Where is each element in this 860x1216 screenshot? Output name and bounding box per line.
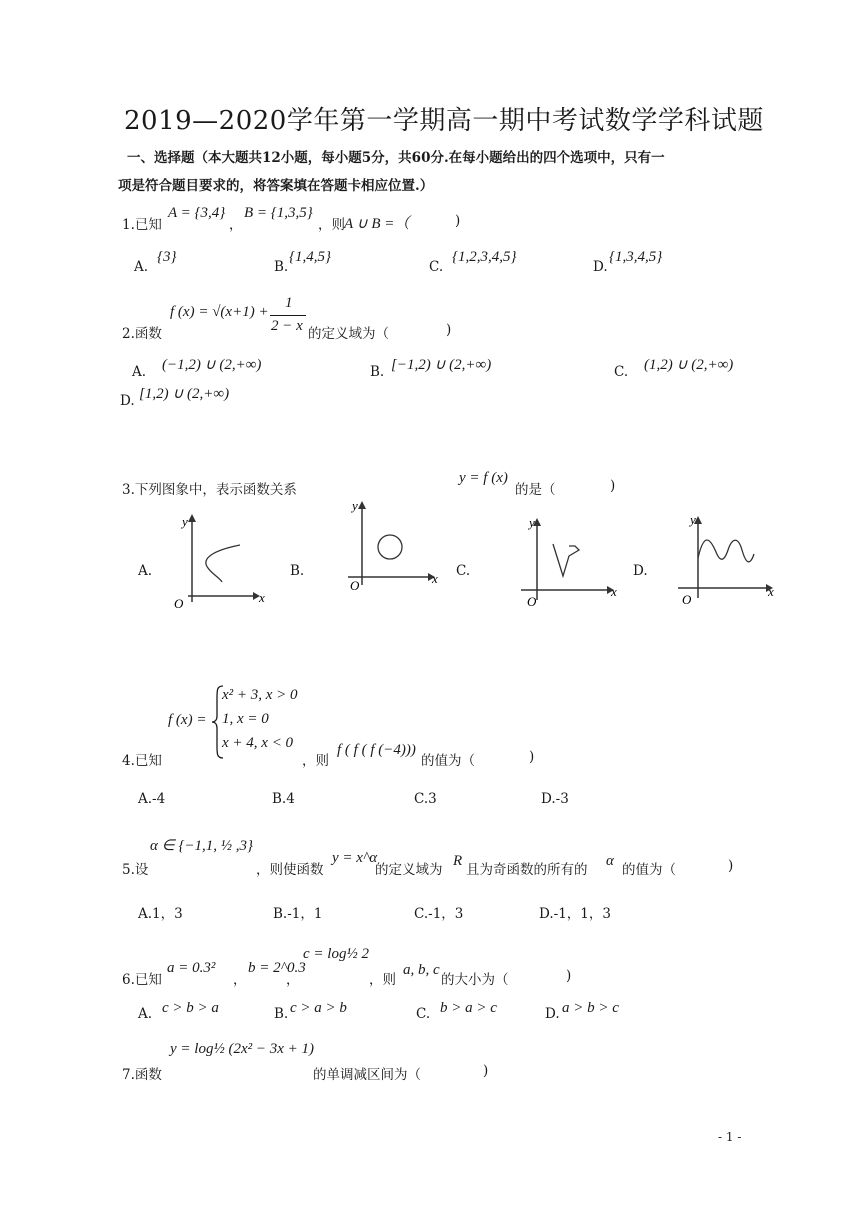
y-axis-label: y (690, 512, 696, 527)
q2-option-b-label: B. (370, 364, 385, 380)
origin-label: O (682, 592, 692, 607)
x-axis-label: x (768, 584, 774, 599)
graph-b-circle (378, 535, 402, 559)
q1-option-d-value: {1,3,4,5} (609, 249, 663, 265)
question-5-mid3: 且为奇函数的所有的 (466, 862, 588, 878)
question-1-set-b: B = {1,3,5} (244, 205, 313, 221)
question-4-suffix: 的值为（ (421, 753, 475, 769)
page-number: - 1 - (718, 1130, 742, 1144)
q6-option-d-label: D. (545, 1006, 560, 1022)
question-7-prefix: 7.函数 (122, 1067, 162, 1083)
question-2-close: ) (446, 322, 452, 338)
question-1-set-a: A = {3,4} (168, 205, 226, 221)
q1-option-b-value: {1,4,5} (289, 249, 331, 265)
q2-option-d-label: D. (120, 393, 135, 409)
question-6-a: a = 0.3² (167, 960, 216, 976)
q6-option-d-value: a > b > c (562, 1000, 619, 1016)
question-4-function: f (x) = (168, 712, 207, 728)
y-axis-label: y (529, 515, 535, 530)
q2-option-c-label: C. (614, 364, 629, 380)
q3-graph-c-label: C. (456, 563, 471, 579)
question-2-fraction-numerator: 1 (285, 295, 293, 311)
question-3-suffix: 的是（ (515, 482, 556, 498)
question-4-case-3: x + 4, x < 0 (222, 735, 294, 751)
graph-d-wave (698, 540, 754, 562)
question-1-prefix: 1.已知 (122, 217, 162, 233)
question-6-then: ，则 (369, 972, 396, 988)
q6-option-c-label: C. (416, 1006, 431, 1022)
question-5-close: ) (728, 858, 734, 874)
question-7-close: ) (483, 1063, 489, 1079)
section-header-line2: 项是符合题目要求的，将答案填在答题卡相应位置.） (118, 178, 434, 194)
question-6-comma-1: ， (233, 972, 247, 988)
q4-option-a: A.-4 (138, 791, 166, 807)
q5-option-c: C.-1，3 (414, 906, 464, 922)
q3-graph-a-label: A. (138, 563, 153, 579)
question-5-prefix: 5.设 (122, 862, 149, 878)
q6-option-c-value: b > a > c (440, 1000, 497, 1016)
q6-option-b-value: c > a > b (290, 1000, 347, 1016)
q5-option-b: B.-1，1 (273, 906, 323, 922)
question-6-b: b = 2^0.3 (248, 960, 306, 976)
graph-c-polyline (553, 544, 579, 576)
q6-option-a-value: c > b > a (162, 1000, 219, 1016)
origin-label: O (350, 578, 360, 593)
y-axis-arrow (358, 501, 366, 509)
q1-option-c-label: C. (429, 259, 444, 275)
section-header-line1: 一、选择题（本大题共12小题，每小题5分，共60分.在每小题给出的四个选项中，只有一 (127, 150, 665, 166)
question-6-close: ) (566, 968, 572, 984)
question-7-suffix: 的单调减区间为（ (313, 1067, 421, 1083)
q1-option-a-value: {3} (157, 249, 177, 265)
q1-option-a-label: A. (134, 259, 149, 275)
q3-graph-d-label: D. (633, 563, 648, 579)
question-2-suffix: 的定义域为（ (308, 326, 389, 342)
question-4-case-2: 1, x = 0 (222, 711, 269, 727)
question-6-suffix: 的大小为（ (441, 972, 509, 988)
q4-option-b: B.4 (272, 791, 295, 807)
question-3-close: ) (610, 478, 616, 494)
origin-label: O (174, 596, 184, 611)
x-axis-label: x (432, 571, 438, 586)
question-1-expression: A ∪ B =（ (344, 216, 410, 232)
question-5-R: R (453, 853, 463, 869)
q3-graph-d (676, 510, 781, 610)
question-4-then: ，则 (302, 753, 329, 769)
q2-option-a-label: A. (132, 364, 147, 380)
page-title: 2019—2020学年第一学期高一期中考试数学学科试题 (124, 106, 764, 136)
q2-option-b-value: [−1,2) ∪ (2,+∞) (391, 357, 492, 373)
x-axis-label: x (259, 590, 265, 605)
x-axis-label: x (611, 584, 617, 599)
question-6-comma-2: ， (286, 972, 300, 988)
q1-option-b-label: B. (274, 259, 289, 275)
q5-option-d: D.-1，1，3 (539, 906, 611, 922)
q3-graph-c (515, 510, 625, 615)
question-5-set: α ∈ {−1,1, ½ ,3} (150, 838, 254, 854)
question-5-mid1: ，则使函数 (256, 862, 324, 878)
question-2-fraction-bar (270, 315, 306, 316)
y-axis-label: y (352, 498, 358, 513)
question-3-expression: y = f (x) (459, 470, 508, 486)
q6-option-a-label: A. (138, 1006, 153, 1022)
q3-graph-a (160, 510, 275, 620)
question-5-alpha: α (606, 853, 614, 869)
question-7-function: y = log½ (2x² − 3x + 1) (170, 1041, 314, 1057)
question-6-prefix: 6.已知 (122, 972, 162, 988)
q1-option-d-label: D. (593, 259, 608, 275)
question-1-comma: ， (229, 217, 243, 233)
question-4-expression: f ( f ( f (−4))) (337, 742, 416, 758)
question-5-mid2: 的定义域为 (375, 862, 443, 878)
question-1-close: ) (455, 213, 461, 229)
q3-graph-b (340, 495, 450, 600)
q2-option-c-value: (1,2) ∪ (2,+∞) (644, 357, 734, 373)
origin-label: O (527, 594, 537, 609)
question-2-prefix: 2.函数 (122, 326, 162, 342)
q3-graph-b-label: B. (290, 563, 305, 579)
q2-option-d-value: [1,2) ∪ (2,+∞) (139, 386, 230, 402)
question-6-c: c = log½ 2 (303, 946, 369, 962)
question-4-case-1: x² + 3, x > 0 (222, 687, 298, 703)
y-axis-arrow (188, 514, 196, 522)
y-axis-label: y (182, 514, 188, 529)
question-5-function: y = x^α (332, 850, 378, 866)
q4-option-d: D.-3 (541, 791, 569, 807)
q2-option-a-value: (−1,2) ∪ (2,+∞) (162, 357, 262, 373)
q4-option-c: C.3 (414, 791, 437, 807)
question-2-fraction-denominator: 2 − x (271, 318, 303, 334)
question-2-function: f (x) = √(x+1) + (170, 304, 269, 320)
q1-option-c-value: {1,2,3,4,5} (452, 249, 517, 265)
question-5-suffix: 的值为（ (622, 862, 676, 878)
question-4-prefix: 4.已知 (122, 753, 162, 769)
question-6-vars: a, b, c (403, 962, 440, 978)
graph-a-curve (206, 545, 240, 582)
q6-option-b-label: B. (274, 1006, 289, 1022)
question-3-prefix: 3.下列图象中，表示函数关系 (122, 482, 297, 498)
question-1-then: ，则 (318, 217, 345, 233)
question-4-close: ) (529, 749, 535, 765)
q5-option-a: A.1，3 (138, 906, 183, 922)
